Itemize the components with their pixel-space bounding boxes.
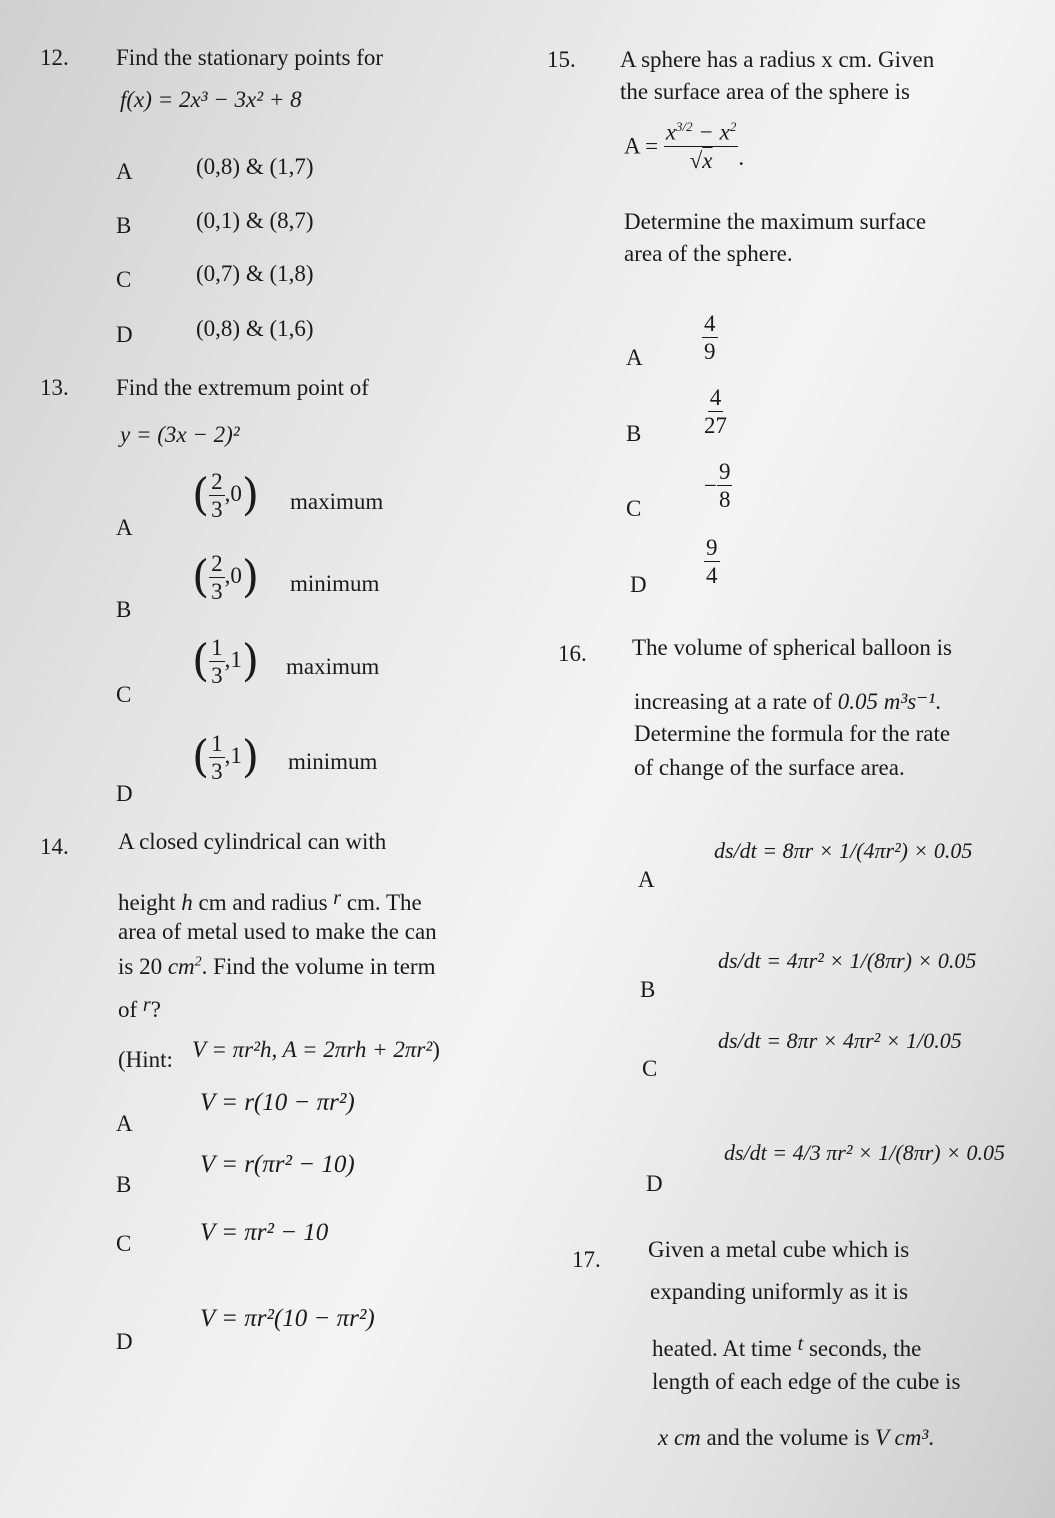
q16-option-d-letter[interactable]: D: [646, 1171, 663, 1196]
q14-option-c-letter[interactable]: C: [116, 1231, 132, 1256]
q13-option-b-type[interactable]: minimum: [290, 571, 380, 596]
q15-formula-lhs: A =: [624, 133, 659, 159]
q14-line5: of r?: [118, 994, 161, 1022]
q16-option-c-value[interactable]: ds/dt = 8πr × 4πr² × 1/0.05: [718, 1028, 962, 1053]
q17-line5: [658, 1426, 934, 1449]
q13-c-den: 3: [211, 663, 223, 688]
q13-option-a-letter[interactable]: A: [116, 515, 133, 540]
q15-c-num: 9: [718, 459, 731, 484]
q12-option-d-value[interactable]: (0,8) & (1,6): [196, 316, 314, 341]
q15-option-b-letter[interactable]: B: [626, 421, 642, 446]
q16-line2-text: increasing at a rate of: [634, 689, 832, 714]
q16-option-d-value[interactable]: ds/dt = 4/3 πr² × 1/(8πr) × 0.05: [724, 1140, 1005, 1165]
q15-b-den: 27: [704, 413, 727, 438]
q13-text: Find the extremum point of: [116, 375, 369, 400]
q14-var-h: h: [181, 890, 193, 915]
q16-line2: increasing at a rate of 0.05 m³s⁻¹.: [634, 689, 941, 714]
q15-d-den: 4: [706, 563, 718, 588]
q14-hint-label: (Hint:: [118, 1047, 173, 1072]
q14-line2c: cm. The: [346, 890, 422, 915]
q12-option-b-value[interactable]: (0,1) & (8,7): [196, 208, 314, 233]
q12-number: 12.: [40, 45, 69, 70]
q17-line3b: seconds, the: [808, 1336, 922, 1361]
q17-line3a: heated. At time: [652, 1336, 792, 1361]
q12-option-b-letter[interactable]: B: [116, 213, 132, 238]
q13-d-num: 1: [211, 731, 223, 756]
q17-line1: Given a metal cube which is: [648, 1237, 910, 1262]
q17-number: 17.: [572, 1247, 601, 1272]
q14-line4b: . Find the volume in term: [201, 954, 436, 979]
q13-d-den: 3: [211, 759, 223, 784]
q14-number: 14.: [40, 834, 69, 859]
q14-hint-formula: V = πr²h, A = 2πrh + 2πr²: [192, 1037, 433, 1062]
q15-d-num: 9: [706, 535, 718, 560]
q14-option-d-value[interactable]: V = πr²(10 − πr²): [200, 1305, 375, 1332]
q14-option-a-value[interactable]: V = r(10 − πr²): [200, 1089, 355, 1116]
q17-line5a: x cm: [658, 1425, 701, 1450]
q12-option-c-letter[interactable]: C: [116, 267, 132, 292]
q14-line2b: cm and radius: [198, 890, 328, 915]
q15-line1: A sphere has a radius x cm. Given: [620, 47, 935, 72]
q13-b-num: 2: [211, 551, 223, 576]
q15-option-d-value[interactable]: [704, 536, 720, 587]
q14-line4: [118, 955, 435, 978]
q13-option-d-letter[interactable]: D: [116, 781, 133, 806]
q16-option-a-letter[interactable]: A: [638, 867, 655, 892]
q14-option-b-value[interactable]: V = r(πr² − 10): [200, 1151, 355, 1178]
q14-line3: area of metal used to make the can: [118, 919, 437, 944]
q17-var-t: t: [797, 1333, 804, 1355]
q12-option-d-letter[interactable]: D: [116, 322, 133, 347]
q16-option-b-letter[interactable]: B: [640, 977, 656, 1002]
q13-c-num: 1: [211, 635, 223, 660]
q17-line5d: .: [928, 1425, 935, 1450]
q13-a-y: 0: [230, 480, 242, 506]
q13-function: y = (3x − 2)²: [120, 422, 240, 447]
q14-line2: [118, 888, 422, 914]
q15-option-c-letter[interactable]: C: [626, 496, 642, 521]
q13-option-d-type[interactable]: minimum: [288, 749, 378, 774]
q13-b-y: 0: [230, 562, 242, 588]
q13-d-y: 1: [230, 742, 242, 768]
q16-line1: The volume of spherical balloon is: [632, 635, 953, 660]
q16-line4: of change of the surface area.: [634, 755, 905, 780]
q16-option-a-value[interactable]: ds/dt = 8πr × 1/(4πr²) × 0.05: [714, 838, 973, 863]
q14-line1: A closed cylindrical can with: [118, 829, 387, 854]
q12-option-c-value[interactable]: (0,7) & (1,8): [196, 261, 314, 286]
q13-option-c-type[interactable]: maximum: [286, 654, 380, 679]
q14-line5-text: of: [118, 997, 138, 1022]
q13-option-d-point[interactable]: ( $\frac{1}{3}$ ,1): [192, 731, 260, 784]
q15-option-d-letter[interactable]: D: [630, 572, 647, 597]
q14-unit: $cm^2$: [167, 954, 202, 979]
q14-line2a: height: [118, 890, 176, 915]
q16-rate: 0.05 m³s⁻¹: [837, 689, 936, 714]
q14-option-b-letter[interactable]: B: [116, 1172, 132, 1197]
q15-line3: Determine the maximum surface: [624, 209, 927, 234]
q15-option-c-value[interactable]: [704, 460, 732, 511]
q15-a-den: 9: [704, 339, 716, 364]
q17-line5c: V cm³: [875, 1425, 929, 1450]
q15-line2: the surface area of the sphere is: [620, 79, 910, 104]
q15-formula: A = $\frac{x^{3/2} - x^2}{√x}$ .: [624, 119, 745, 173]
q13-number: 13.: [40, 375, 69, 400]
q13-a-num: 2: [211, 469, 223, 494]
q17-line4: length of each edge of the cube is: [652, 1369, 961, 1394]
q16-option-b-value[interactable]: ds/dt = 4πr² × 1/(8πr) × 0.05: [718, 948, 977, 973]
q17-line5b: and the volume is: [706, 1425, 870, 1450]
q14-line4a: is 20: [118, 954, 163, 979]
q14-option-d-letter[interactable]: D: [116, 1329, 133, 1354]
q15-b-num: 4: [709, 385, 722, 410]
q15-c-sign: −: [704, 473, 717, 498]
q15-a-num: 4: [704, 311, 716, 336]
q15-option-a-letter[interactable]: A: [626, 345, 643, 370]
q13-c-y: 1: [230, 646, 242, 672]
q15-number: 15.: [547, 47, 576, 72]
q15-option-b-value[interactable]: [702, 386, 729, 437]
q12-function: f(x) = 2x³ − 3x² + 8: [120, 87, 302, 112]
q14-option-a-letter[interactable]: A: [116, 1111, 133, 1136]
q13-option-a-type[interactable]: maximum: [290, 489, 384, 514]
q13-option-a-point[interactable]: ( $\frac{2}{3}$ ,0): [192, 469, 260, 522]
q13-option-c-point[interactable]: ( $\frac{1}{3}$ ,1): [192, 635, 260, 688]
q16-line3: Determine the formula for the rate: [634, 721, 951, 746]
q12-option-a-letter[interactable]: A: [116, 159, 133, 184]
q13-b-den: 3: [211, 579, 223, 604]
q14-var-r2: r: [142, 994, 151, 1016]
q17-line3: [652, 1334, 921, 1360]
q12-option-a-value[interactable]: (0,8) & (1,7): [196, 154, 314, 179]
q14-option-c-value[interactable]: V = πr² − 10: [200, 1219, 329, 1246]
q13-option-c-letter[interactable]: C: [116, 682, 132, 707]
q14-hint: V = πr²h, A = 2πrh + 2πr²): [192, 1037, 440, 1062]
q15-option-a-value[interactable]: [702, 312, 718, 363]
q13-a-den: 3: [211, 497, 223, 522]
q15-line4: area of the sphere.: [624, 241, 793, 266]
q12-text: Find the stationary points for: [116, 45, 384, 70]
q15-c-den: 8: [718, 487, 731, 512]
q13-option-b-point[interactable]: ( $\frac{2}{3}$ ,0): [192, 551, 260, 604]
q16-number: 16.: [558, 641, 587, 666]
q16-option-c-letter[interactable]: C: [642, 1056, 658, 1081]
q17-line2: expanding uniformly as it is: [650, 1279, 909, 1304]
q14-var-r: r: [333, 887, 342, 909]
q13-option-b-letter[interactable]: B: [116, 597, 132, 622]
